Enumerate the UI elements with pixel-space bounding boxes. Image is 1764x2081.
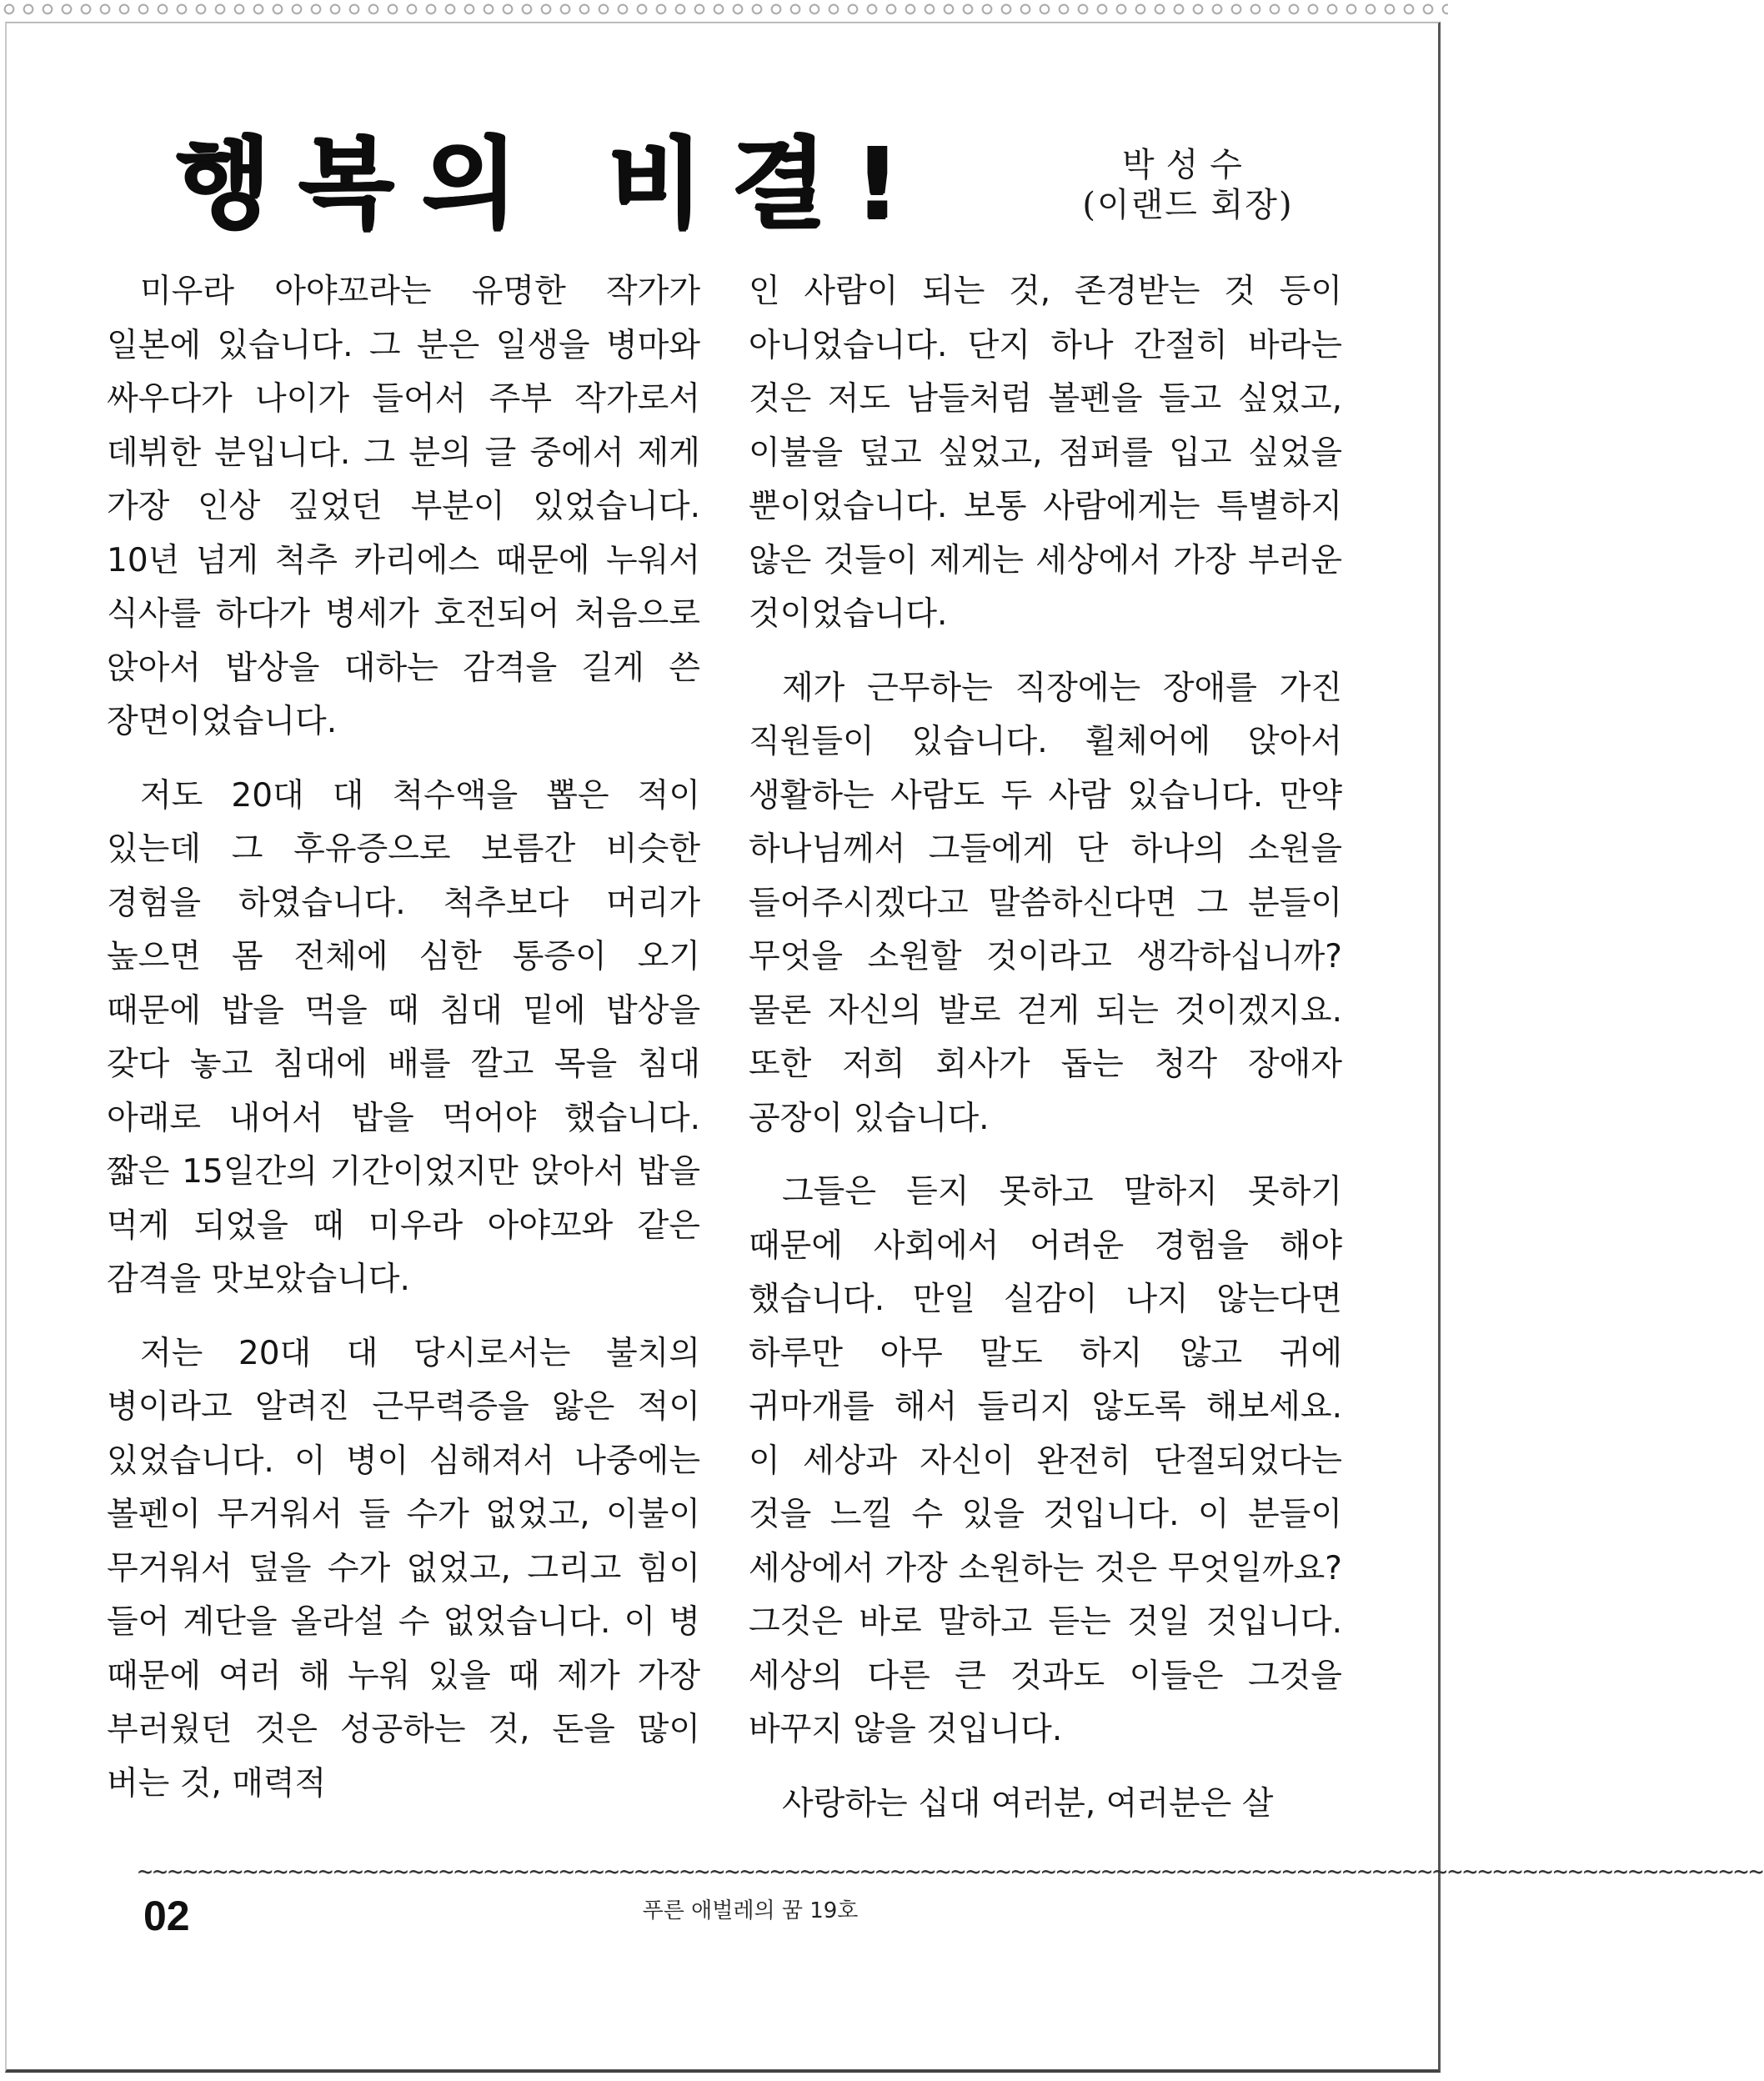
paragraph: 저도 20대 대 척수액을 뽑은 적이 있는데 그 후유증으로 보름간 비슷한 경험을 하였습니다. 척추보다 머리가 높으면 몸 전체에 심한 통증이 오기 때문에 밥을 먹을 때 침대 밑에 밥상을 갖다 놓고 침대에 배를 깔고 목을 침대 아래로 내어서 밥을 먹어야 했습니다. 짧은 15일간의 기간이었지만 앉아서 밥을 먹게 되었을 때 미우라 아야꼬와 같은 감격을 맛보았습니다. [107, 776, 700, 1298]
footer-tilde-rule: ~~~~~~~~~~~~~~~~~~~~~~~~~~~~~~~~~~~~~~~~~~~~~~~~~~~~~~~~~~~~~~~~~~~~~~~~~~~~~~~~~~~~~~~~~~~~~~~~~~~~~~~~~~~~ [138, 1858, 1764, 1887]
magazine-issue: 푸른 애벌레의 꿈 19호 [642, 1898, 859, 1923]
paragraph: 그들은 듣지 못하고 말하지 못하기 때문에 사회에서 어려운 경험을 해야 했습니다. 만일 실감이 나지 않는다면 하루만 아무 말도 하지 않고 귀에 귀마개를 해서 들리지 않도록 해보세요. 이 세상과 자신이 완전히 단절되었다는 것을 느낄 수 있을 것입니다. 이 분들이 세상에서 가장 소원하는 것은 무엇일까요? 그것은 바로 말하고 듣는 것일 것입니다. 세상의 다른 큰 것과도 이들은 그것을 바꾸지 않을 것입니다. [749, 1173, 1342, 1748]
author-role: (이랜드 회장) [1082, 186, 1294, 224]
author-block [1067, 146, 1309, 226]
page-number: 02 [143, 1893, 190, 1939]
author-name: 박성수 [1122, 146, 1254, 184]
right-column [749, 265, 1342, 1851]
paragraph: 저는 20대 대 당시로서는 불치의 병이라고 알려진 근무력증을 앓은 적이 있었습니다. 이 병이 심해져서 나중에는 볼펜이 무거워서 들 수가 없었고, 이불이 무거워서 덮을 수가 없었고, 그리고 힘이 들어 계단을 올라설 수 없었습니다. 이 병 때문에 여러 해 누워 있을 때 제가 가장 부러웠던 것은 성공하는 것, 돈을 많이 버는 것, 매력적 [107, 1334, 700, 1803]
paragraph: 제가 근무하는 직장에는 장애를 가진 직원들이 있습니다. 휠체어에 앉아서 생활하는 사람도 두 사람 있습니다. 만약 하나님께서 그들에게 단 하나의 소원을 들어주시겠다고 말씀하신다면 그 분들이 무엇을 소원할 것이라고 생각하십니까? 물론 자신의 발로 걷게 되는 것이겠지요. 또한 저희 회사가 돕는 청각 장애자 공장이 있습니다. [749, 669, 1342, 1137]
left-column [107, 265, 700, 1831]
article-title: 행복의 비결! [175, 126, 928, 241]
paragraph: 사랑하는 십대 여러분, 여러분은 살 [782, 1784, 1274, 1823]
spiral-binding [0, 0, 1448, 20]
paragraph-continued: 인 사람이 되는 것, 존경받는 것 등이 아니었습니다. 단지 하나 간절히 바라는 것은 저도 남들처럼 볼펜을 들고 싶었고, 이불을 덮고 싶었고, 점퍼를 입고 싶었을 뿐이었습니다. 보통 사람에게는 특별하지 않은 것들이 제게는 세상에서 가장 부러운 것이었습니다. [749, 273, 1342, 633]
paragraph: 미우라 아야꼬라는 유명한 작가가 일본에 있습니다. 그 분은 일생을 병마와 싸우다가 나이가 들어서 주부 작가로서 데뷔한 분입니다. 그 분의 글 중에서 제게 가장 인상 깊었던 부분이 있었습니다. 10년 넘게 척추 카리에스 때문에 누워서 식사를 하다가 병세가 호전되어 처음으로 앉아서 밥상을 대하는 감격을 길게 쓴 장면이었습니다. [107, 273, 700, 740]
